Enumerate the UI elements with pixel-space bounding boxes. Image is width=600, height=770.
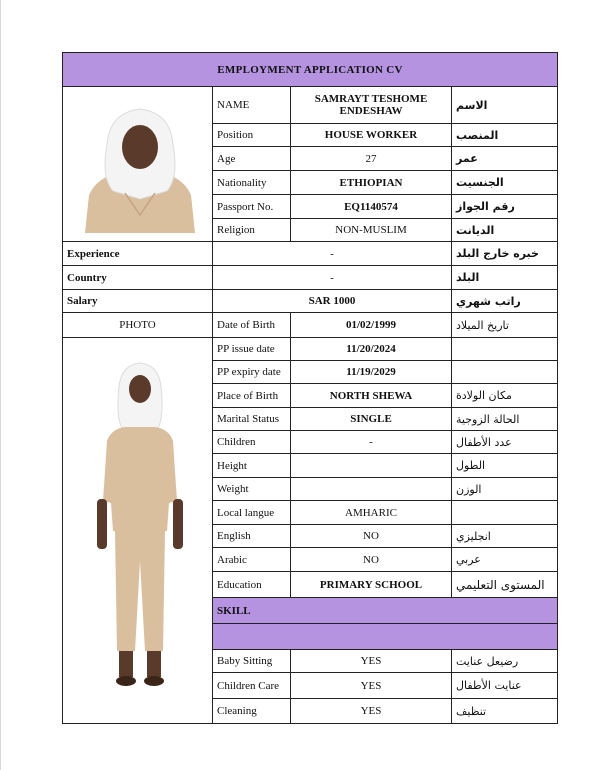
- pp-expiry-value: 11/19/2029: [291, 361, 452, 384]
- name-value: SAMRAYT TESHOME ENDESHAW: [291, 87, 452, 124]
- photo-label: PHOTO: [63, 313, 213, 338]
- age-label: Age: [213, 147, 291, 171]
- height-label: Height: [213, 454, 291, 478]
- cv-table: [62, 52, 558, 724]
- education-value: PRIMARY SCHOOL: [291, 572, 452, 598]
- marital-label: Marital Status: [213, 408, 291, 431]
- skill-label: Children Care: [213, 673, 291, 699]
- arabic-value: NO: [291, 548, 452, 572]
- position-label: Position: [213, 124, 291, 147]
- skill-value: YES: [291, 650, 452, 673]
- experience-label: Experience: [63, 242, 213, 266]
- weight-arabic: الوزن: [452, 478, 558, 501]
- skill-bar: [213, 624, 558, 650]
- pp-issue-arabic: [452, 338, 558, 361]
- passport-value: EQ1140574: [291, 195, 452, 219]
- portrait-photo: [63, 87, 213, 242]
- dob-value: 01/02/1999: [291, 313, 452, 338]
- passport-label: Passport No.: [213, 195, 291, 219]
- marital-value: SINGLE: [291, 408, 452, 431]
- local-language-value: AMHARIC: [291, 501, 452, 525]
- pp-expiry-arabic: [452, 361, 558, 384]
- salary-arabic: راتب شهري: [452, 290, 558, 313]
- education-arabic: المستوى التعليمي: [452, 572, 558, 598]
- skill-arabic: تنظيف: [452, 699, 558, 724]
- salary-value: SAR 1000: [213, 290, 452, 313]
- pob-arabic: مكان الولادة: [452, 384, 558, 408]
- country-value: -: [213, 266, 452, 290]
- english-arabic: انجليزي: [452, 525, 558, 548]
- english-value: NO: [291, 525, 452, 548]
- marital-arabic: الحالة الزوجية: [452, 408, 558, 431]
- country-label: Country: [63, 266, 213, 290]
- local-language-label: Local langue: [213, 501, 291, 525]
- english-label: English: [213, 525, 291, 548]
- skill-value: YES: [291, 699, 452, 724]
- children-value: -: [291, 431, 452, 454]
- dob-arabic: تاريخ الميلاد: [452, 313, 558, 338]
- dob-label: Date of Birth: [213, 313, 291, 338]
- education-label: Education: [213, 572, 291, 598]
- religion-label: Religion: [213, 219, 291, 242]
- children-arabic: عدد الأطفال: [452, 431, 558, 454]
- salary-label: Salary: [63, 290, 213, 313]
- nationality-arabic: الجنسيت: [452, 171, 558, 195]
- position-value: HOUSE WORKER: [291, 124, 452, 147]
- arabic-label: Arabic: [213, 548, 291, 572]
- nationality-label: Nationality: [213, 171, 291, 195]
- passport-arabic: رقم الجواز: [452, 195, 558, 219]
- age-value: 27: [291, 147, 452, 171]
- full-body-photo: [63, 338, 213, 724]
- skill-arabic: عنايت الأطفال: [452, 673, 558, 699]
- experience-value: -: [213, 242, 452, 266]
- pp-expiry-label: PP expiry date: [213, 361, 291, 384]
- arabic-arabic: عربي: [452, 548, 558, 572]
- experience-arabic: خبره خارج البلد: [452, 242, 558, 266]
- pp-issue-label: PP issue date: [213, 338, 291, 361]
- age-arabic: عمر: [452, 147, 558, 171]
- height-value: [291, 454, 452, 478]
- pob-label: Place of Birth: [213, 384, 291, 408]
- weight-label: Weight: [213, 478, 291, 501]
- cv-title: EMPLOYMENT APPLICATION CV: [63, 53, 558, 87]
- name-arabic: الاسم: [452, 87, 558, 124]
- skill-label: Baby Sitting: [213, 650, 291, 673]
- height-arabic: الطول: [452, 454, 558, 478]
- nationality-value: ETHIOPIAN: [291, 171, 452, 195]
- weight-value: [291, 478, 452, 501]
- skill-header: SKILL: [213, 598, 558, 624]
- religion-value: NON-MUSLIM: [291, 219, 452, 242]
- skill-label: Cleaning: [213, 699, 291, 724]
- children-label: Children: [213, 431, 291, 454]
- pob-value: NORTH SHEWA: [291, 384, 452, 408]
- local-language-arabic: [452, 501, 558, 525]
- skill-value: YES: [291, 673, 452, 699]
- name-label: NAME: [213, 87, 291, 124]
- skill-arabic: رضيعل عنايت: [452, 650, 558, 673]
- religion-arabic: الديانت: [452, 219, 558, 242]
- pp-issue-value: 11/20/2024: [291, 338, 452, 361]
- country-arabic: البلد: [452, 266, 558, 290]
- position-arabic: المنصب: [452, 124, 558, 147]
